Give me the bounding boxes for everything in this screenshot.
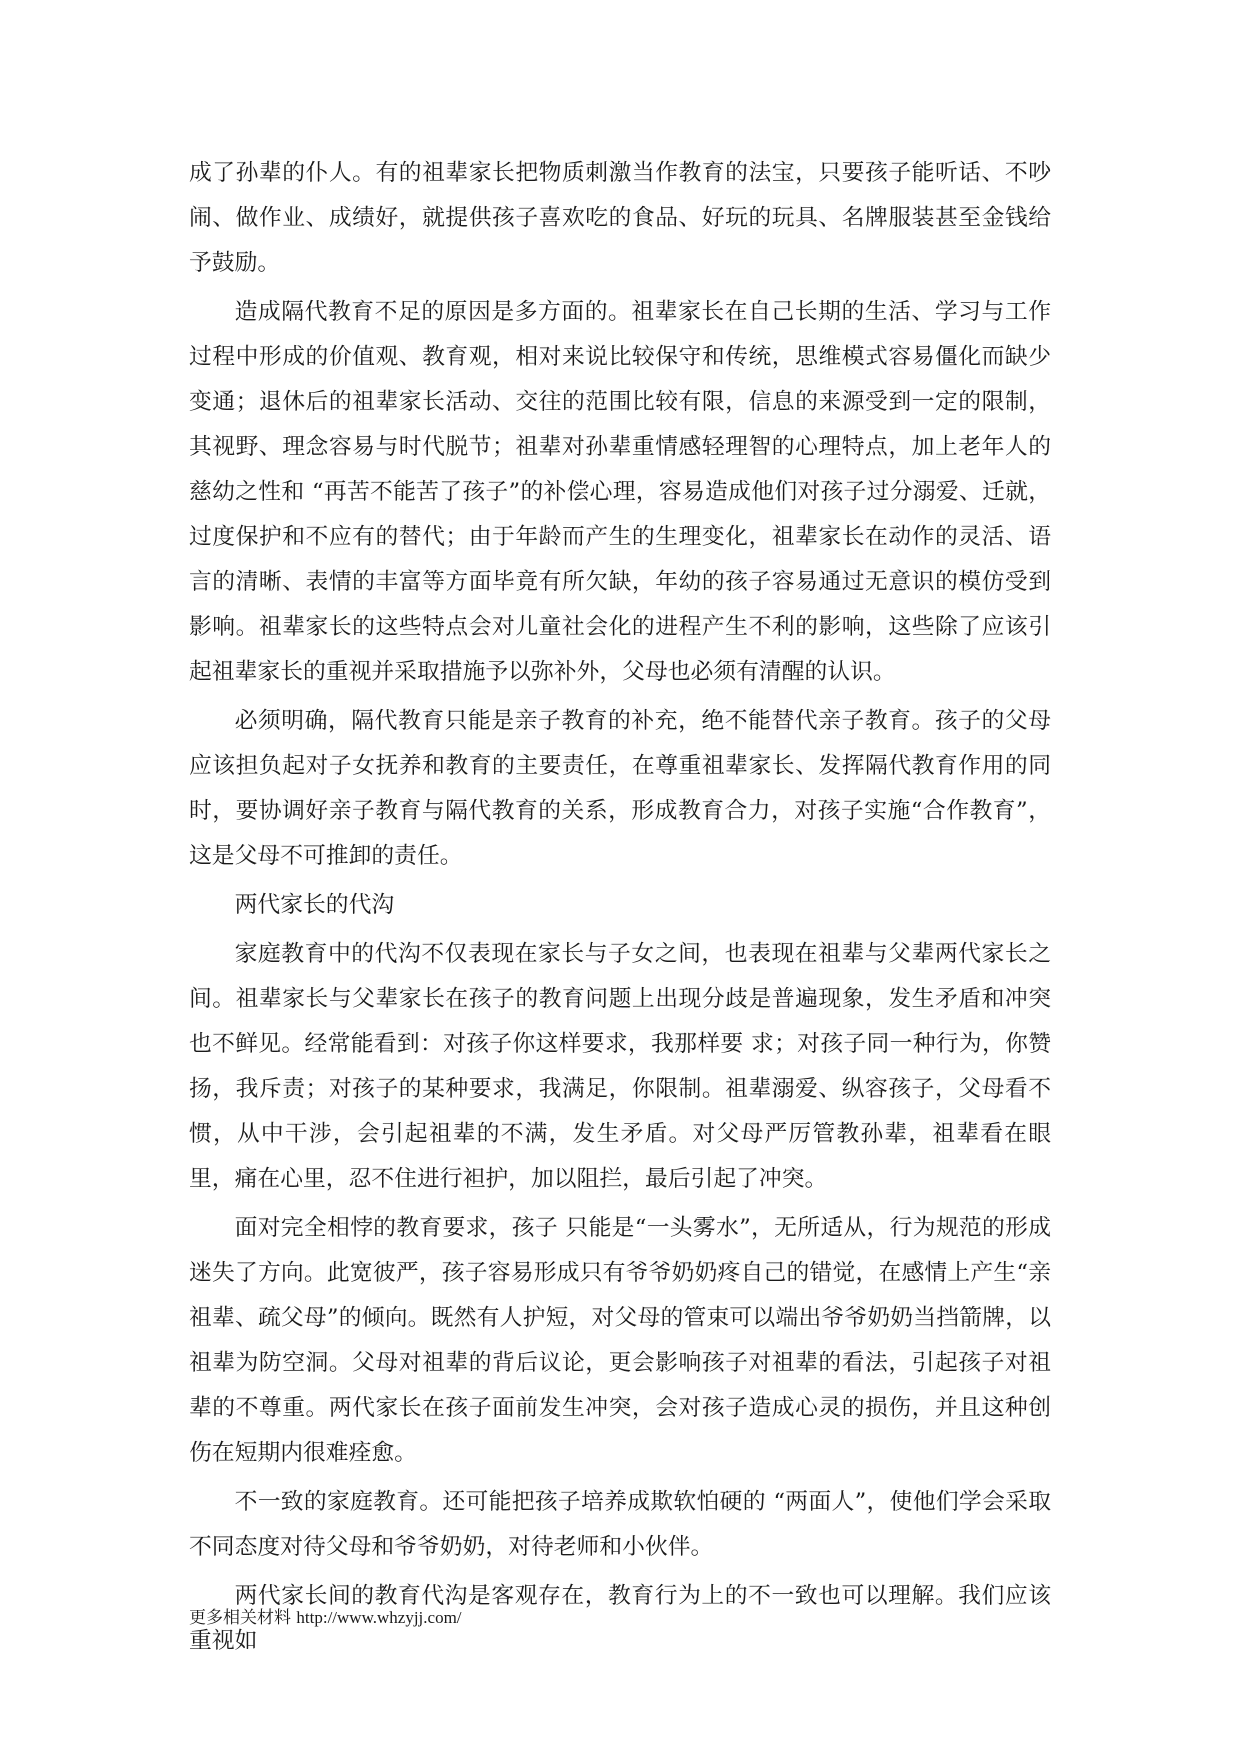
paragraph-conflicting-requirements: 面对完全相悖的教育要求，孩子 只能是“一头雾水”，无所适从，行为规范的形成迷失了方向。此宽彼严，孩子容易形成只有爷爷奶奶疼自己的错觉，在感情上产生“亲祖辈、疏父母”的倾向。既然有人护短，对父母的管束可以端出爷爷奶奶当挡箭牌，以祖辈为防空洞。父母对祖辈的背后议论，更会影响孩子对祖辈的看法，引起孩子对祖辈的不尊重。两代家长在孩子面前发生冲突，会对孩子造成心灵的损伤，并且这种创伤在短期内很难痊愈。 xyxy=(189,1215,1051,1466)
paragraph-inconsistent-education: 不一致的家庭教育。还可能把孩子培养成欺软怕硬的 “两面人”，使他们学会采取不同态度对待父母和爷爷奶奶，对待老师和小伙伴。 xyxy=(189,1489,1051,1560)
paragraph-continued: 成了孙辈的仆人。有的祖辈家长把物质刺激当作教育的法宝，只要孩子能听话、不吵闹、做作业、成绩好，就提供孩子喜欢吃的食品、好玩的玩具、名牌服装甚至金钱给予鼓励。 xyxy=(189,160,1051,276)
paragraph-causes: 造成隔代教育不足的原因是多方面的。祖辈家长在自己长期的生活、学习与工作过程中形成的价值观、教育观，相对来说比较保守和传统，思维模式容易僵化而缺少变通；退休后的祖辈家长活动、交往的范围比较有限，信息的来源受到一定的限制，其视野、理念容易与时代脱节；祖辈对孙辈重情感轻理智的心理特点，加上老年人的慈幼之性和 “再苦不能苦了孩子”的补偿心理，容易造成他们对孩子过分溺爱、迁就，过度保护和不应有的替代；由于年龄而产生的生理变化，祖辈家长在动作的灵活、语言的清晰、表情的丰富等方面毕竟有所欠缺，年幼的孩子容易通过无意识的模仿受到影响。祖辈家长的这些特点会对儿童社会化的进程产生不利的影响，这些除了应该引起祖辈家长的重视并采取措施予以弥补外，父母也必须有清醒的认识。 xyxy=(189,299,1051,685)
section-heading: 两代家长的代沟 xyxy=(234,892,395,918)
footer-label: 更多相关材料 xyxy=(189,1608,291,1628)
document-body xyxy=(189,151,1051,1668)
paragraph-generation-gap: 家庭教育中的代沟不仅表现在家长与子女之间，也表现在祖辈与父辈两代家长之间。祖辈家长与父辈家长在孩子的教育问题上出现分歧是普遍现象，发生矛盾和冲突也不鲜见。经常能看到：对孩子你这样要求，我那样要 求；对孩子同一种行为，你赞扬，我斥责；对孩子的某种要求，我满足，你限制。祖辈溺爱、纵容孩子，父母看不惯，从中干涉，会引起祖辈的不满，发生矛盾。对父母严厉管教孙辈，祖辈看在眼里，痛在心里，忍不住进行袒护，加以阻拦，最后引起了冲突。 xyxy=(189,941,1051,1192)
footer-link[interactable]: http://www.whzyjj.com/ xyxy=(296,1608,462,1627)
page-footer xyxy=(189,1606,462,1630)
paragraph-parental-responsibility: 必须明确，隔代教育只能是亲子教育的补充，绝不能替代亲子教育。孩子的父母应该担负起对子女抚养和教育的主要责任，在尊重祖辈家长、发挥隔代教育作用的同时，要协调好亲子教育与隔代教育的关系，形成教育合力，对孩子实施“合作教育”，这是父母不可推卸的责任。 xyxy=(189,708,1051,869)
paragraph-conclusion-start: 两代家长间的教育代沟是客观存在，教育行为上的不一致也可以理解。我们应该重视如 xyxy=(189,1583,1051,1654)
